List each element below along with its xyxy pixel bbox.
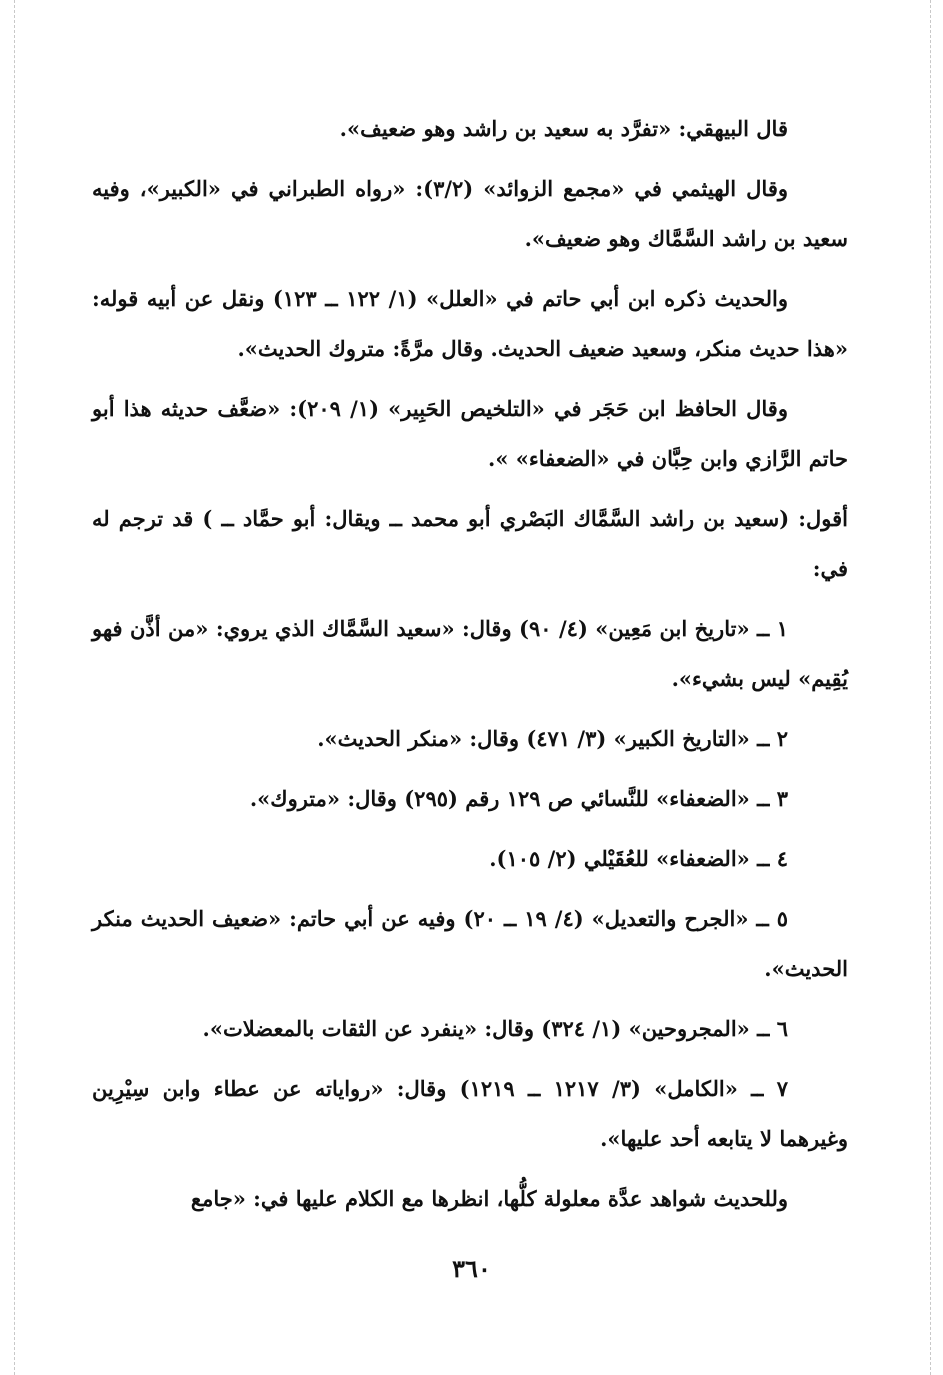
list-item: ٢ ــ «التاريخ الكبير» (٣/ ٤٧١) وقال: «منكر الحديث».: [317, 726, 788, 751]
paragraph-closing: وللحديث شواهد عدَّة معلولة كلُّها، انظرها مع الكلام عليها في: «جامع: [190, 1186, 788, 1211]
paragraph-ibn-hajar: وقال الحافظ ابن حَجَر في «التلخيص الحَبِير» (١/ ٢٠٩): «ضعَّف حديثه هذا أبو حاتم الرَّازي وابن حِبَّان في «الضعفاء» ».: [92, 396, 848, 471]
scan-edge-left: [14, 0, 15, 1375]
list-item: ٦ ــ «المجروحين» (١/ ٣٢٤) وقال: «ينفرد عن الثقات بالمعضلات».: [202, 1016, 788, 1041]
list-item: ٤ ــ «الضعفاء» للعُقَيْلي (٢/ ١٠٥).: [489, 846, 788, 871]
scan-edge-right: [930, 0, 931, 1375]
paragraph-ilal: والحديث ذكره ابن أبي حاتم في «العلل» (١/ ١٢٢ ــ ١٢٣) ونقل عن أبيه قوله: «هذا حديث منكر، وسعيد ضعيف الحديث. وقال مرَّةً: متروك الحديث».: [92, 286, 848, 361]
source-list: [92, 604, 848, 1164]
page-number: ٣٦٠: [452, 1254, 491, 1283]
paragraph-aqulu: أقول: (سعيد بن راشد السَّمَّاك البَصْري أبو محمد ــ ويقال: أبو حمَّاد ــ ) قد ترجم له في:: [92, 506, 848, 581]
list-item: ٣ ــ «الضعفاء» للنَّسائي ص ١٢٩ رقم (٢٩٥) وقال: «متروك».: [249, 786, 788, 811]
list-item: ١ ــ «تاريخ ابن مَعِين» (٤/ ٩٠) وقال: «سعيد السَّمَّاك الذي يروي: «من أذَّن فهو يُقِيم» ليس بشيء».: [92, 616, 848, 691]
page-body: [92, 104, 848, 1234]
paragraph-haythami: وقال الهيثمي في «مجمع الزوائد» (٣/٢): «رواه الطبراني في «الكبير»، وفيه سعيد بن راشد السَّمَّاك وهو ضعيف».: [92, 176, 848, 251]
list-item: ٧ ــ «الكامل» (٣/ ١٢١٧ ــ ١٢١٩) وقال: «رواياته عن عطاء وابن سِيْرِين وغيرهما لا يتابعه أحد عليها».: [92, 1076, 848, 1151]
paragraph-bayhaqi: قال البيهقي: «تفرَّد به سعيد بن راشد وهو ضعيف».: [339, 116, 788, 141]
list-item: ٥ ــ «الجرح والتعديل» (٤/ ١٩ ــ ٢٠) وفيه عن أبي حاتم: «ضعيف الحديث منكر الحديث».: [92, 906, 848, 981]
